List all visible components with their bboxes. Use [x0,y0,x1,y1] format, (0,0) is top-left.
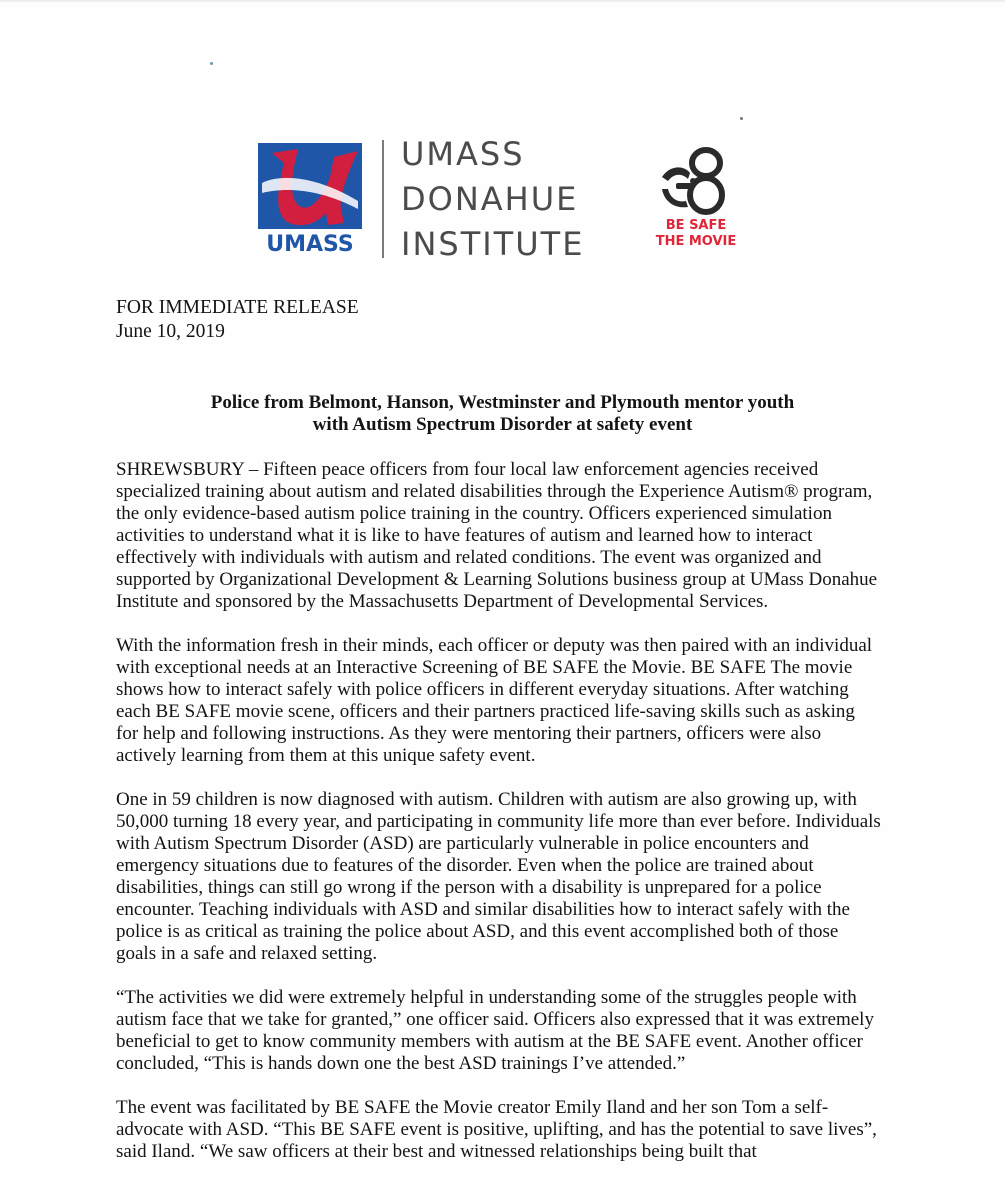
body-paragraph: With the information fresh in their minds, each officer or deputy was then paired with an individual with exceptional needs at an Interactive Screening of BE SAFE the Movie. BE SAFE The movie shows how to interact safely with police officers in different everyday situations. After watching each BE SAFE movie scene, officers and their partners practiced life-saving skills such as asking for help and following instructions. As they were mentoring their partners, officers were also actively learning from them at this unique safety event. [116,635,873,766]
scan-speck [740,117,743,120]
umass-wordmark: UMASS [266,232,354,257]
besafe-line: BE SAFE [665,218,727,233]
besafe-wordmark [648,218,744,250]
institute-line: UMASS [401,135,525,173]
institute-line: INSTITUTE [401,225,585,263]
body-paragraph: One in 59 children is now diagnosed with autism. Children with autism are also growing up, with 50,000 turning 18 every year, and participating in community life more than ever before. Individuals with Autism Spectrum Disorder (ASD) are particularly vulnerable in police encounters and emergency situations due to features of the disorder. Even when the police are trained about disabilities, things can still go wrong if the person with a disability is unprepared for a police encounter. Teaching individuals with ASD and similar disabilities how to interact safely with the police is as critical as training the police about ASD, and this event accomplished both of those goals in a safe and relaxed setting. [116,789,881,964]
body-paragraph: SHREWSBURY – Fifteen peace officers from four local law enforcement agencies received specialized training about autism and related disabilities through the Experience Autism® program, the only evidence-based autism police training in the country. Officers experienced simulation activities to understand what it is like to have features of autism and learned how to interact effectively with individuals with autism and related conditions. The event was organized and supported by Organizational Development & Learning Solutions business group at UMass Donahue Institute and sponsored by the Massachusetts Department of Developmental Services. [116,459,878,612]
scan-speck [210,62,213,65]
release-date: June 10, 2019 [116,321,225,342]
body-paragraph: “The activities we did were extremely helpful in understanding some of the struggles people with autism face that we take for granted,” one officer said. Officers also expressed that it was extremely beneficial to get to know community members with autism at the BE SAFE event. Another officer concluded, “This is hands down one the best ASD trainings I’ve attended.” [116,987,874,1074]
headline-line: with Autism Spectrum Disorder at safety event [312,414,693,435]
headline-line: Police from Belmont, Hanson, Westminster and Plymouth mentor youth [210,392,795,413]
institute-line: DONAHUE [401,180,579,218]
scan-edge [0,0,1005,3]
besafe-line: THE MOVIE [655,234,737,249]
logo-divider [382,140,384,258]
body-paragraph: The event was facilitated by BE SAFE the Movie creator Emily Iland and her son Tom a self-advocate with ASD. “This BE SAFE event is positive, uplifting, and has the potential to save lives”, said Iland. “We saw officers at their best and witnessed relationships being built that [116,1097,877,1162]
release-info [116,296,359,344]
article-body [116,459,881,1185]
umass-logo [258,143,362,257]
release-label: FOR IMMEDIATE RELEASE [116,297,359,318]
institute-wordmark [401,132,584,267]
headline [120,392,885,436]
